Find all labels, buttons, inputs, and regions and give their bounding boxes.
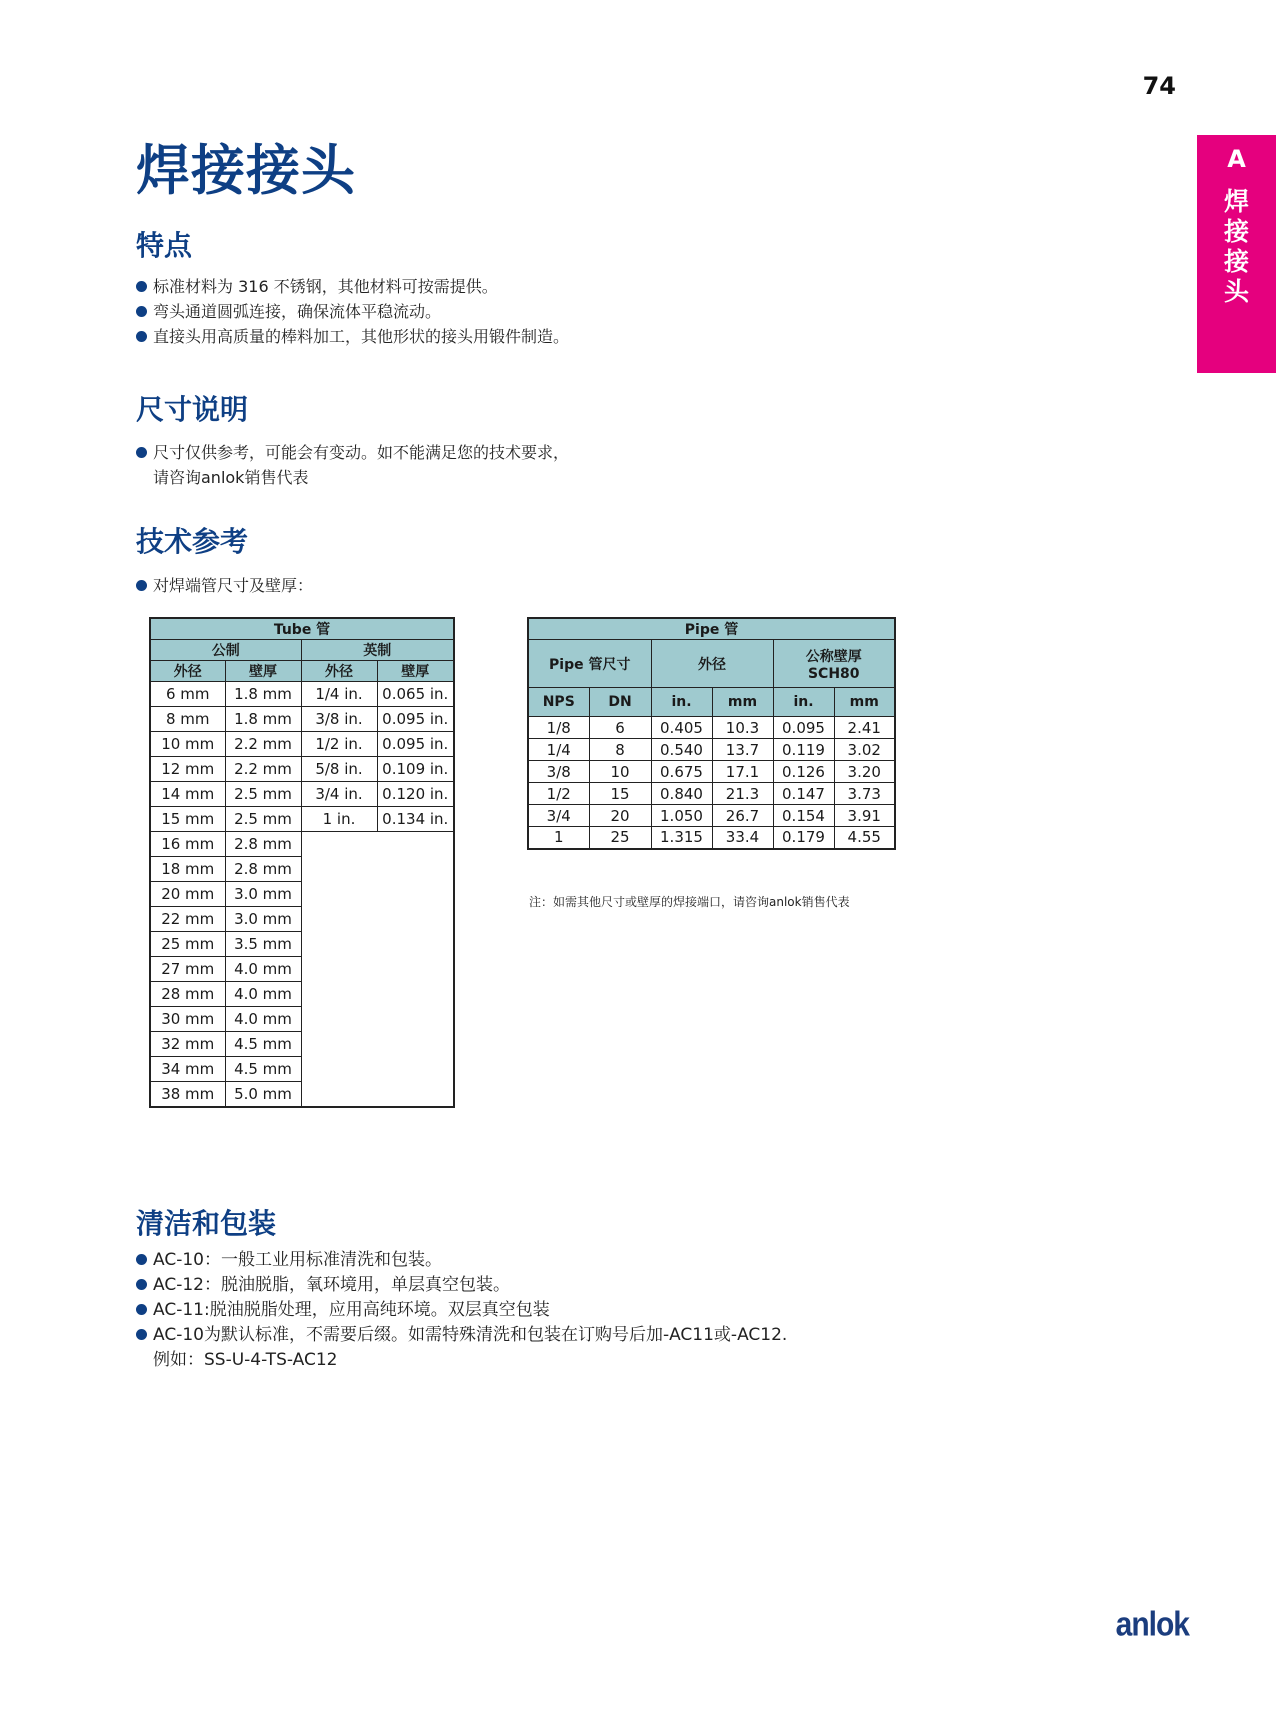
table-cell: 5/8 in.: [301, 757, 377, 782]
table-cell: 30 mm: [150, 1007, 225, 1032]
table-cell: 10 mm: [150, 732, 225, 757]
table-cell: 17.1: [712, 761, 773, 783]
table-cell: 0.154: [773, 805, 834, 827]
table-cell: 0.120 in.: [377, 782, 454, 807]
od-in-header: in.: [651, 688, 712, 717]
table-cell: 4.0 mm: [225, 957, 301, 982]
empty-cell: [301, 1057, 377, 1082]
list-item: [136, 299, 569, 324]
pipe-wall-header-line1: 公称壁厚: [805, 648, 862, 665]
table-row: [150, 957, 454, 982]
empty-cell: [301, 957, 377, 982]
list-item-text: AC-10：一般工业用标准清洗和包装。: [153, 1250, 442, 1270]
table-row: [528, 761, 895, 783]
table-cell: 25 mm: [150, 932, 225, 957]
empty-cell: [301, 882, 377, 907]
empty-cell: [377, 1057, 454, 1082]
table-cell: 4.0 mm: [225, 1007, 301, 1032]
table-cell: 6 mm: [150, 682, 225, 707]
table-cell: 0.095 in.: [377, 732, 454, 757]
table-cell: 1/8: [528, 717, 589, 739]
pipe-table: [527, 617, 896, 850]
table-cell: 38 mm: [150, 1082, 225, 1107]
table-cell: 15: [589, 783, 651, 805]
empty-cell: [301, 857, 377, 882]
table-row: [150, 807, 454, 832]
table-cell: 3.0 mm: [225, 882, 301, 907]
table-cell: 2.2 mm: [225, 732, 301, 757]
pipe-od-header: 外径: [651, 640, 773, 688]
metric-od-header: 外径: [150, 661, 225, 682]
cleaning-heading: 清洁和包装: [136, 1207, 277, 1240]
list-item-text: 对焊端管尺寸及壁厚：: [153, 576, 314, 595]
section-tab-label: [1197, 187, 1276, 307]
pipe-wall-header-line2: SCH80: [807, 665, 860, 682]
table-cell: 3/8 in.: [301, 707, 377, 732]
empty-cell: [377, 832, 454, 857]
bullet-icon: [136, 447, 147, 458]
table-cell: 4.5 mm: [225, 1032, 301, 1057]
list-item-text: AC-11:脱油脱脂处理，应用高纯环境。双层真空包装: [153, 1300, 550, 1320]
imperial-od-header: 外径: [301, 661, 377, 682]
table-row: [150, 882, 454, 907]
list-item: [136, 1273, 787, 1298]
tech-list: [136, 573, 313, 598]
brand-logo: anlok: [1115, 1605, 1189, 1644]
empty-cell: [377, 907, 454, 932]
table-cell: 3/4: [528, 805, 589, 827]
list-item: [136, 1323, 787, 1348]
table-cell: 1.315: [651, 827, 712, 849]
section-tab-char: 焊: [1223, 187, 1249, 216]
table-cell: 14 mm: [150, 782, 225, 807]
bullet-icon: [136, 306, 147, 317]
table-cell: 5.0 mm: [225, 1082, 301, 1107]
metric-header: 公制: [150, 640, 301, 661]
empty-cell: [377, 1082, 454, 1107]
table-cell: 1/4 in.: [301, 682, 377, 707]
table-row: [150, 732, 454, 757]
table-row: [150, 757, 454, 782]
imperial-header: 英制: [301, 640, 454, 661]
table-row: [150, 982, 454, 1007]
table-row: [150, 907, 454, 932]
list-item-continuation: 请咨询anlok销售代表: [153, 468, 309, 487]
section-tab-char: 接: [1223, 217, 1249, 246]
table-cell: 1/4: [528, 739, 589, 761]
pipe-table-note: 注：如需其他尺寸或壁厚的焊接端口，请咨询anlok销售代表: [529, 895, 850, 909]
empty-cell: [377, 1032, 454, 1057]
table-cell: 1.050: [651, 805, 712, 827]
page-number: 74: [1142, 72, 1176, 100]
table-cell: 10: [589, 761, 651, 783]
table-cell: 20 mm: [150, 882, 225, 907]
table-cell: 8: [589, 739, 651, 761]
table-cell: 2.2 mm: [225, 757, 301, 782]
table-row: [150, 1082, 454, 1107]
empty-cell: [301, 907, 377, 932]
table-cell: 33.4: [712, 827, 773, 849]
table-cell: 2.8 mm: [225, 857, 301, 882]
empty-cell: [301, 1032, 377, 1057]
list-item-text: 标准材料为 316 不锈钢，其他材料可按需提供。: [153, 277, 498, 296]
table-cell: 10.3: [712, 717, 773, 739]
table-row: [150, 782, 454, 807]
pipe-size-header: Pipe 管尺寸: [528, 640, 651, 688]
features-list: [136, 274, 569, 349]
table-row: [528, 783, 895, 805]
empty-cell: [301, 932, 377, 957]
features-heading: 特点: [136, 229, 193, 262]
table-cell: 18 mm: [150, 857, 225, 882]
table-cell: 0.840: [651, 783, 712, 805]
list-item: [136, 324, 569, 349]
empty-cell: [377, 982, 454, 1007]
table-cell: 32 mm: [150, 1032, 225, 1057]
table-row: [150, 707, 454, 732]
table-cell: 3.91: [834, 805, 895, 827]
page-title: 焊接接头: [136, 139, 356, 202]
list-item: [136, 573, 313, 598]
table-row: [150, 832, 454, 857]
section-tab-letter: A: [1227, 145, 1246, 173]
table-row: [150, 682, 454, 707]
table-row: [528, 717, 895, 739]
bullet-icon: [136, 580, 147, 591]
list-item: [136, 1298, 787, 1323]
table-cell: 3.73: [834, 783, 895, 805]
table-cell: 1/2 in.: [301, 732, 377, 757]
list-item-text: 尺寸仅供参考，可能会有变动。如不能满足您的技术要求，: [153, 443, 570, 462]
empty-cell: [301, 832, 377, 857]
table-row: [150, 932, 454, 957]
empty-cell: [377, 857, 454, 882]
list-item-continuation: 例如：SS-U-4-TS-AC12: [153, 1350, 338, 1370]
table-row: [528, 827, 895, 849]
table-row: [150, 1032, 454, 1057]
empty-cell: [377, 957, 454, 982]
section-tab-char: 接: [1223, 247, 1249, 276]
table-row: [528, 739, 895, 761]
table-cell: 0.109 in.: [377, 757, 454, 782]
list-item-text: 弯头通道圆弧连接，确保流体平稳流动。: [153, 302, 442, 321]
section-tab-char: 头: [1223, 277, 1249, 306]
pipe-table-title: Pipe 管: [528, 618, 895, 640]
table-cell: 1.8 mm: [225, 682, 301, 707]
nps-header: NPS: [528, 688, 589, 717]
table-cell: 2.5 mm: [225, 782, 301, 807]
dimensions-list: [136, 440, 569, 490]
table-cell: 15 mm: [150, 807, 225, 832]
table-cell: 26.7: [712, 805, 773, 827]
tech-heading: 技术参考: [136, 525, 249, 558]
list-item-text: 直接头用高质量的棒料加工，其他形状的接头用锻件制造。: [153, 327, 570, 346]
table-cell: 0.675: [651, 761, 712, 783]
dn-header: DN: [589, 688, 651, 717]
bullet-icon: [136, 1279, 147, 1290]
section-tab[interactable]: [1197, 135, 1276, 373]
wall-in-header: in.: [773, 688, 834, 717]
table-cell: 22 mm: [150, 907, 225, 932]
table-cell: 4.0 mm: [225, 982, 301, 1007]
table-cell: 28 mm: [150, 982, 225, 1007]
list-item-text: AC-10为默认标准，不需要后缀。如需特殊清洗和包装在订购号后加-AC11或-AC12.: [153, 1325, 788, 1345]
empty-cell: [377, 1007, 454, 1032]
list-item: [136, 274, 569, 299]
table-cell: 0.405: [651, 717, 712, 739]
table-cell: 1/2: [528, 783, 589, 805]
table-cell: 0.126: [773, 761, 834, 783]
metric-wall-header: 壁厚: [225, 661, 301, 682]
table-cell: 0.065 in.: [377, 682, 454, 707]
table-row: [150, 1007, 454, 1032]
table-row: [528, 805, 895, 827]
wall-mm-header: mm: [834, 688, 895, 717]
table-cell: 34 mm: [150, 1057, 225, 1082]
bullet-icon: [136, 1329, 147, 1340]
table-cell: 1.8 mm: [225, 707, 301, 732]
table-cell: 2.5 mm: [225, 807, 301, 832]
imperial-wall-header: 壁厚: [377, 661, 454, 682]
table-cell: 4.55: [834, 827, 895, 849]
table-cell: 1: [528, 827, 589, 849]
table-cell: 3.0 mm: [225, 907, 301, 932]
table-cell: 3/4 in.: [301, 782, 377, 807]
table-cell: 2.41: [834, 717, 895, 739]
table-cell: 3.20: [834, 761, 895, 783]
table-cell: 12 mm: [150, 757, 225, 782]
empty-cell: [301, 1007, 377, 1032]
bullet-icon: [136, 281, 147, 292]
tube-table-title: Tube 管: [150, 618, 454, 640]
empty-cell: [301, 982, 377, 1007]
table-row: [150, 857, 454, 882]
table-cell: 6: [589, 717, 651, 739]
list-item-text: AC-12：脱油脱脂，氧环境用，单层真空包装。: [153, 1275, 510, 1295]
pipe-wall-header: [773, 640, 895, 688]
table-cell: 0.095: [773, 717, 834, 739]
table-cell: 13.7: [712, 739, 773, 761]
table-cell: 16 mm: [150, 832, 225, 857]
od-mm-header: mm: [712, 688, 773, 717]
table-cell: 20: [589, 805, 651, 827]
table-cell: 2.8 mm: [225, 832, 301, 857]
bullet-icon: [136, 331, 147, 342]
list-item: [136, 440, 569, 465]
table-cell: 0.095 in.: [377, 707, 454, 732]
table-cell: 27 mm: [150, 957, 225, 982]
dimensions-heading: 尺寸说明: [136, 393, 249, 426]
table-cell: 3.5 mm: [225, 932, 301, 957]
table-cell: 0.179: [773, 827, 834, 849]
table-cell: 4.5 mm: [225, 1057, 301, 1082]
table-cell: 21.3: [712, 783, 773, 805]
table-cell: 0.147: [773, 783, 834, 805]
cleaning-list: [136, 1248, 787, 1373]
bullet-icon: [136, 1254, 147, 1265]
table-cell: 0.134 in.: [377, 807, 454, 832]
table-cell: 25: [589, 827, 651, 849]
table-row: [150, 1057, 454, 1082]
table-cell: 0.119: [773, 739, 834, 761]
tube-table: [149, 617, 455, 1108]
empty-cell: [377, 882, 454, 907]
list-item: [136, 1248, 787, 1273]
empty-cell: [377, 932, 454, 957]
table-cell: 1 in.: [301, 807, 377, 832]
table-cell: 3/8: [528, 761, 589, 783]
bullet-icon: [136, 1304, 147, 1315]
empty-cell: [301, 1082, 377, 1107]
table-cell: 3.02: [834, 739, 895, 761]
table-cell: 8 mm: [150, 707, 225, 732]
table-cell: 0.540: [651, 739, 712, 761]
